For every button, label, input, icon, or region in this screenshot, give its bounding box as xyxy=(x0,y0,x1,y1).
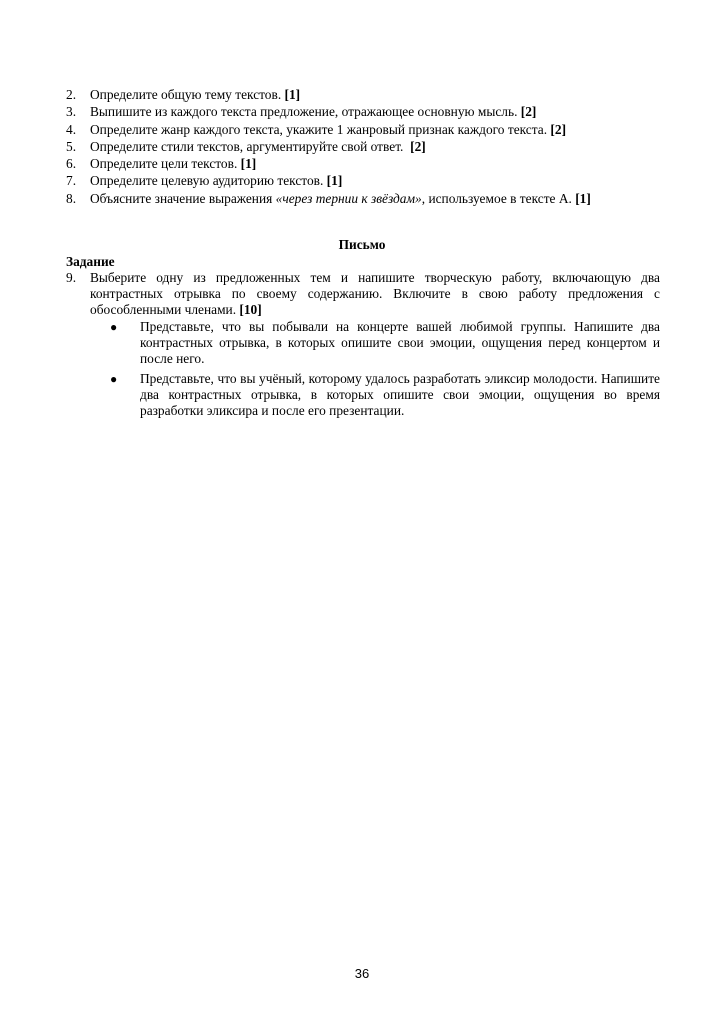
question-item xyxy=(66,104,666,121)
question-list xyxy=(66,87,666,208)
question-points: [1] xyxy=(575,190,591,206)
question-item xyxy=(66,191,666,208)
question-number: 2. xyxy=(66,87,77,102)
question-text: Определите стили текстов, аргументируйте свой ответ. [2] xyxy=(90,138,426,154)
question-text: Определите общую тему текстов. [1] xyxy=(90,87,301,102)
question-number: 5. xyxy=(66,138,77,154)
question-text: Объясните значение выражения «через тернии к звёздам», используемое в тексте А. [1] xyxy=(90,190,591,206)
question-number: 3. xyxy=(66,104,77,120)
question-item xyxy=(66,156,666,173)
task-options xyxy=(90,319,660,419)
option-text: Представьте, что вы побывали на концерте вашей любимой группы. Напишите два контрастных отрывка, в которых опишите свои эмоции, ощущения перед концертом и после него. xyxy=(140,319,660,366)
list-item xyxy=(90,319,660,367)
question-points: [2] xyxy=(520,104,537,120)
task-9-text: Выберите одну из предложенных тем и напишите творческую работу, включающую два контрастных отрывка по своему содержанию. Включите в свою работу предложения с обособленными членами. [10] xyxy=(90,270,660,317)
question-item xyxy=(66,87,666,104)
question-item xyxy=(66,173,666,190)
question-points: [2] xyxy=(410,138,426,154)
task-9-body xyxy=(90,270,660,423)
page-number: 36 xyxy=(354,966,370,981)
question-points: [1] xyxy=(326,173,343,189)
question-points: [1] xyxy=(284,87,301,102)
question-number: 6. xyxy=(66,156,77,172)
question-text: Определите целевую аудиторию текстов. [1] xyxy=(90,173,343,189)
question-number: 4. xyxy=(66,121,77,137)
task-9 xyxy=(66,270,660,423)
option-text: Представьте, что вы учёный, которому удалось разработать эликсир молодости. Напишите два контрастных отрывка, в которых опишите свои эмоции, ощущения во время разработки эликсира и после его презентации. xyxy=(140,371,660,418)
bullet-icon: ● xyxy=(110,320,118,334)
question-points: [2] xyxy=(550,121,567,137)
question-number: 9. xyxy=(66,270,77,285)
task-label: Задание xyxy=(66,254,115,269)
question-points: [1] xyxy=(240,156,257,172)
bullet-icon: ● xyxy=(110,372,118,386)
question-points: [10] xyxy=(239,302,262,317)
section-title: Письмо xyxy=(338,237,386,252)
question-item xyxy=(66,122,666,139)
question-text: Выпишите из каждого текста предложение, отражающее основную мысль. [2] xyxy=(90,104,537,120)
question-number: 7. xyxy=(66,173,77,189)
question-number: 8. xyxy=(66,190,77,206)
question-item xyxy=(66,139,666,156)
list-item xyxy=(90,371,660,419)
question-text: Определите жанр каждого текста, укажите 1 жанровый признак каждого текста. [2] xyxy=(90,121,567,137)
question-text: Определите цели текстов. [1] xyxy=(90,156,257,172)
quoted-expression: «через тернии к звёздам» xyxy=(275,190,422,206)
